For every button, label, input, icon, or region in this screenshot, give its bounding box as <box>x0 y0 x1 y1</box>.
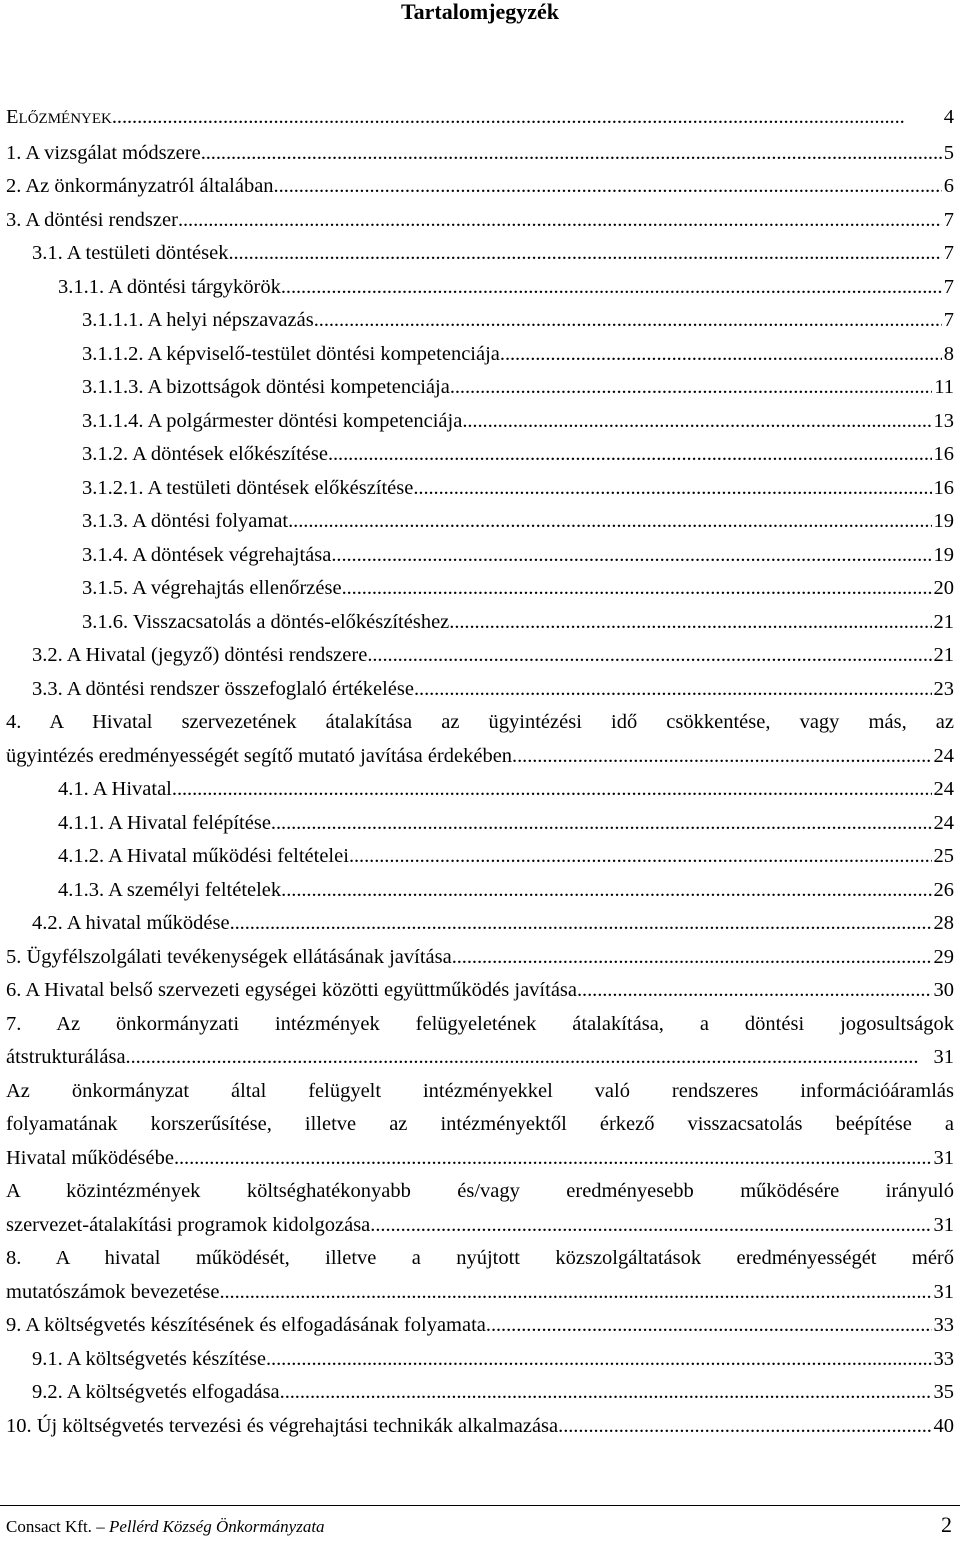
toc-dot-leader <box>281 874 931 908</box>
toc-entry-label: mutatószámok bevezetése <box>6 1280 220 1303</box>
toc-dot-leader <box>462 405 931 439</box>
toc-entry-label: Hivatal működésébe <box>6 1146 174 1169</box>
toc-page-number: 21 <box>933 644 954 666</box>
toc-dot-leader <box>486 1309 932 1343</box>
footer-page-number: 2 <box>941 1512 952 1537</box>
toc-page-number: 26 <box>933 878 954 901</box>
toc-entry-label: ELŐZMÉNYEK <box>6 106 112 128</box>
toc-page-number: 33 <box>933 1347 954 1370</box>
toc-page-number: 31 <box>933 1213 954 1236</box>
toc-entry-line: A közintézmények költséghatékonyabb és/vagy eredményesebb működésére irányuló <box>6 1180 954 1202</box>
toc-entry-4-1-2[interactable] <box>6 840 954 874</box>
footer-separator: – <box>91 1517 109 1536</box>
toc-dot-leader <box>314 304 942 338</box>
toc-dot-leader <box>452 941 932 975</box>
toc-entry-label: 3.1.1.3. A bizottságok döntési kompetenciája <box>82 376 450 398</box>
toc-page-number: 31 <box>933 1046 954 1068</box>
toc-entry-9-1[interactable] <box>6 1343 954 1377</box>
toc-page-number: 30 <box>933 979 954 1001</box>
toc-entry-3-1-1-4[interactable] <box>6 405 954 439</box>
toc-entry-3-1-2-1[interactable] <box>6 472 954 506</box>
toc-entry-4-1[interactable] <box>6 773 954 807</box>
toc-page-number: 11 <box>934 376 954 398</box>
toc-entry-1[interactable] <box>6 137 954 171</box>
toc-entry-4-2[interactable] <box>6 907 954 941</box>
toc-dot-leader <box>172 773 932 807</box>
toc-page-number: 29 <box>933 945 954 968</box>
toc-entry-9-2[interactable] <box>6 1376 954 1410</box>
toc-page-number: 31 <box>933 1280 954 1303</box>
toc-entry-3-1-4[interactable] <box>6 539 954 573</box>
toc-dot-leader <box>342 572 932 606</box>
toc-entry-label: 4.2. A hivatal működése <box>32 912 230 934</box>
toc-entry-3-1-1-3[interactable] <box>6 371 954 405</box>
toc-page-number: 24 <box>933 811 954 834</box>
toc-entry-line: folyamatának korszerűsítése, illetve az intézményektől érkező visszacsatolás beépítése a <box>6 1113 954 1135</box>
toc-dot-leader <box>414 673 932 707</box>
toc-dot-leader <box>449 606 931 640</box>
toc-entry-label: szervezet-átalakítási programok kidolgozása <box>6 1213 371 1236</box>
toc-entry-line: 4. A Hivatal szervezetének átalakítása az ügyintézési idő csökkentése, vagy más, az <box>6 711 954 733</box>
toc-entry-label: 3.1.3. A döntési folyamat <box>82 510 289 532</box>
footer-text <box>6 1517 325 1537</box>
toc-dot-leader <box>230 907 932 941</box>
toc-dot-leader <box>201 137 942 171</box>
toc-entry-line: 8. A hivatal működését, illetve a nyújtott közszolgáltatások eredményességét mérő <box>6 1247 954 1269</box>
toc-dot-leader <box>577 974 932 1008</box>
toc-dot-leader <box>413 472 931 506</box>
toc-entry-label: 4.1.3. A személyi feltételek <box>58 878 282 901</box>
toc-page-number: 35 <box>933 1381 954 1403</box>
page-footer <box>6 1512 952 1538</box>
toc-page-number: 24 <box>933 778 954 800</box>
toc-page-number: 7 <box>943 208 954 231</box>
toc-entry-label: 4.1.1. A Hivatal felépítése <box>58 811 271 834</box>
toc-entry-label: átstrukturálása <box>6 1046 126 1068</box>
toc-entry-3-1-6[interactable] <box>6 606 954 640</box>
toc-dot-leader <box>271 807 932 841</box>
toc-entry-3-1[interactable] <box>6 237 954 271</box>
toc-entry-8[interactable] <box>6 1242 954 1309</box>
toc-entry-7-b[interactable] <box>6 1175 954 1242</box>
toc-dot-leader <box>450 371 932 405</box>
toc-entry-label: 4.1.2. A Hivatal működési feltételei <box>58 845 349 867</box>
toc-dot-leader <box>370 1209 931 1243</box>
toc-entry-3-1-2[interactable] <box>6 438 954 472</box>
toc-dot-leader <box>367 639 931 673</box>
toc-dot-leader <box>112 101 942 135</box>
toc-page-number: 7 <box>943 275 954 298</box>
toc-entry-line: Az önkormányzat által felügyelt intézményekkel való rendszeres információáramlás <box>6 1079 954 1102</box>
toc-entry-3-1-1[interactable] <box>6 271 954 305</box>
toc-entry-label: 3.3. A döntési rendszer összefoglaló értékelése <box>32 677 414 700</box>
toc-page-number: 7 <box>943 242 954 264</box>
toc-entry-label: 3.1. A testületi döntések <box>32 242 229 264</box>
toc-dot-leader <box>280 1376 932 1410</box>
toc-entry-9[interactable] <box>6 1309 954 1343</box>
toc-entry-label: 3.1.1.1. A helyi népszavazás <box>82 309 314 331</box>
toc-dot-leader <box>512 740 931 774</box>
toc-entry-label: ügyintézés eredményességét segítő mutató javítása érdekében <box>6 744 513 767</box>
toc-page-number: 8 <box>943 342 954 365</box>
toc-entry-3-1-3[interactable] <box>6 505 954 539</box>
toc-page-number: 31 <box>933 1146 954 1169</box>
footer-client: Pellérd Község Önkormányzata <box>108 1517 325 1536</box>
toc-page-number: 20 <box>933 577 954 599</box>
toc-entry-label: 1. A vizsgálat módszere <box>6 141 201 164</box>
toc-entry-7[interactable] <box>6 1008 954 1075</box>
toc-dot-leader <box>558 1410 931 1444</box>
toc-dot-leader <box>178 204 942 238</box>
toc-page-number: 7 <box>943 309 954 331</box>
toc-entry-label: 3.1.1.2. A képviselő-testület döntési kompetenciája <box>82 342 500 365</box>
toc-page-number: 24 <box>933 744 954 767</box>
toc-entry-3-3[interactable] <box>6 673 954 707</box>
toc-page-number: 16 <box>933 476 954 499</box>
toc-dot-leader <box>331 539 931 573</box>
toc-dot-leader <box>228 237 941 271</box>
toc-dot-leader <box>126 1041 932 1075</box>
toc-entry-label: 9. A költségvetés készítésének és elfogadásának folyamata <box>6 1314 486 1336</box>
toc-dot-leader <box>349 840 932 874</box>
toc-dot-leader <box>266 1343 932 1377</box>
toc-entry-label: 3. A döntési rendszer <box>6 208 178 231</box>
toc-page-number: 25 <box>933 845 954 867</box>
toc-dot-leader <box>500 338 942 372</box>
toc-entry-label: 3.1.6. Visszacsatolás a döntés-előkészítéshez <box>82 610 450 633</box>
toc-entry-label: 3.2. A Hivatal (jegyző) döntési rendszere <box>32 644 368 666</box>
toc-entry-5[interactable] <box>6 941 954 975</box>
toc-page-number: 16 <box>933 443 954 465</box>
toc-dot-leader <box>281 271 942 305</box>
toc-entry-label: 4.1. A Hivatal <box>58 778 172 800</box>
toc-dot-leader <box>328 438 932 472</box>
toc-page-number: 13 <box>933 409 954 432</box>
toc-entry-3-1-1-1[interactable] <box>6 304 954 338</box>
toc-dot-leader <box>288 505 931 539</box>
toc-entry-label: 5. Ügyfélszolgálati tevékenységek ellátásának javítása <box>6 945 452 968</box>
toc-entry-2[interactable] <box>6 170 954 204</box>
toc-entry-line: 7. Az önkormányzati intézmények felügyeletének átalakítása, a döntési jogosultságok <box>6 1012 954 1035</box>
toc-entry-label: 9.2. A költségvetés elfogadása <box>32 1381 280 1403</box>
toc-page-number: 40 <box>933 1414 954 1437</box>
page-title: Tartalomjegyzék <box>400 0 560 24</box>
toc-entry-label: 3.1.2. A döntések előkészítése <box>82 443 328 465</box>
toc-entry-label: 3.1.1.4. A polgármester döntési kompetenciája <box>82 409 463 432</box>
toc-entry-3-2[interactable] <box>6 639 954 673</box>
toc-entry-3-1-1-2[interactable] <box>6 338 954 372</box>
toc-page-number: 4 <box>943 106 954 128</box>
toc-page-number: 23 <box>933 677 954 700</box>
toc-page-number: 21 <box>933 610 954 633</box>
toc-page-number: 33 <box>933 1314 954 1336</box>
toc-entry-elozmenyek[interactable] <box>6 101 954 137</box>
table-of-contents <box>6 101 954 1443</box>
toc-page-number: 28 <box>933 912 954 934</box>
toc-entry-label: 2. Az önkormányzatról általában <box>6 175 274 197</box>
footer-org: Consact Kft. <box>6 1517 92 1536</box>
toc-entry-label: 3.1.4. A döntések végrehajtása <box>82 543 332 566</box>
toc-dot-leader <box>219 1276 931 1310</box>
toc-entry-10[interactable] <box>6 1410 954 1444</box>
toc-entry-4-1-1[interactable] <box>6 807 954 841</box>
toc-page-number: 5 <box>943 141 954 164</box>
toc-entry-4[interactable] <box>6 706 954 773</box>
toc-dot-leader <box>274 170 942 204</box>
toc-entry-label: 3.1.2.1. A testületi döntések előkészítése <box>82 476 414 499</box>
toc-page-number: 19 <box>933 510 954 532</box>
toc-dot-leader <box>174 1142 932 1176</box>
toc-entry-label: 3.1.5. A végrehajtás ellenőrzése <box>82 577 342 599</box>
toc-entry-4-1-3[interactable] <box>6 874 954 908</box>
toc-page-number: 6 <box>943 175 954 197</box>
toc-entry-label: 10. Új költségvetés tervezési és végrehajtási technikák alkalmazása <box>6 1414 559 1437</box>
toc-entry-label: 9.1. A költségvetés készítése <box>32 1347 266 1370</box>
toc-entry-6[interactable] <box>6 974 954 1008</box>
toc-entry-7-a[interactable] <box>6 1075 954 1176</box>
toc-entry-label: 6. A Hivatal belső szervezeti egységei közötti együttműködés javítása <box>6 979 577 1001</box>
footer-divider <box>0 1505 960 1506</box>
toc-entry-label: 3.1.1. A döntési tárgykörök <box>58 275 281 298</box>
toc-entry-3[interactable] <box>6 204 954 238</box>
toc-entry-3-1-5[interactable] <box>6 572 954 606</box>
toc-page-number: 19 <box>933 543 954 566</box>
